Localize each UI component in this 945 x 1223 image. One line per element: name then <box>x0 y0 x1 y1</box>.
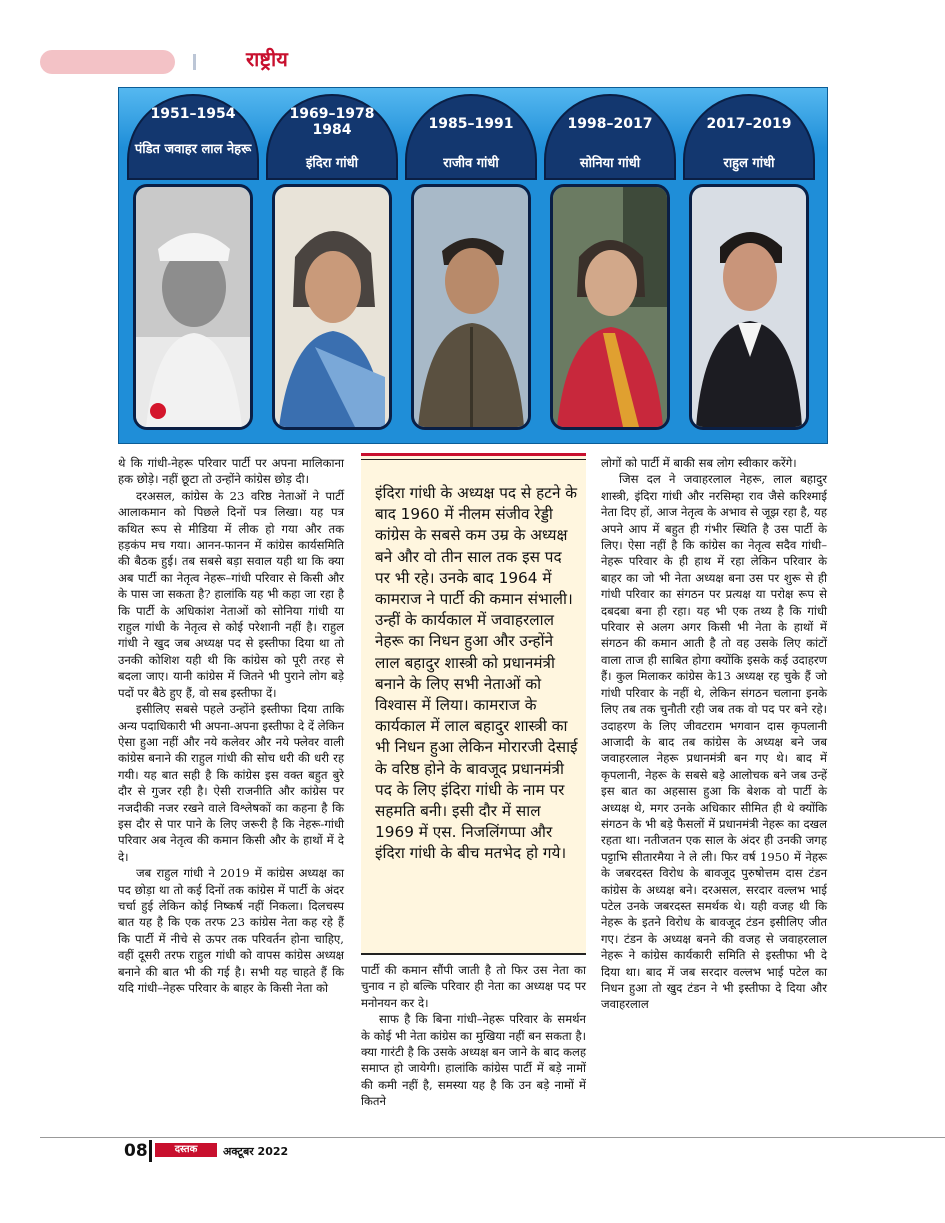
leaders-banner <box>118 87 828 444</box>
paragraph: जब राहुल गांधी ने 2019 में कांग्रेस अध्यक्ष का पद छोड़ा था तो कई दिनों तक कांग्रेस में पार्टी के अंदर चर्चा हुई लेकिन कोई निष्कर्ष नहीं निकला। दिलचस्प बात यह है कि एक तरफ 23 कांग्रेस नेता कह रहे हैं कि पार्टी में नीचे से ऊपर तक परिवर्तन होना चाहिए, वहीं दूसरी तरफ राहुल गांधी को वापस कांग्रेस अध्यक्ष बनाने की बात भी की गई है। सभी यह चाहते हैं कि यदि गांधी–नेहरू परिवार के बाहर के किसी नेता को <box>118 866 344 995</box>
paragraph: लोगों को पार्टी में बाकी सब लोग स्वीकार करेंगे। <box>601 456 797 470</box>
leader-card <box>127 94 259 434</box>
leader-photo <box>411 184 531 430</box>
leader-years: 1985–1991 <box>428 116 514 132</box>
leader-years: 1998–2017 <box>567 116 653 132</box>
leader-card <box>544 94 676 434</box>
leader-photo <box>550 184 670 430</box>
paragraph: दरअसल, कांग्रेस के 23 वरिष्ठ नेताओं ने पार्टी आलाकमान को पिछले दिनों पत्र लिखा। यह पत्र कथित रूप से मीडिया में लीक हो गया और तक हड़कंप मच गया। आनन-फानन में कांग्रेस कार्यसमिति की बैठक हुई। तब सबसे बड़ा सवाल यही था कि क्या अब पार्टी का नेतृत्व नेहरू–गांधी परिवार से किसी और के पास जा सकता है? हालांकि यह भी कहा जा रहा है कि पार्टी के अधिकांश नेताओं को सोनिया गांधी या राहुल गांधी के नेतृत्व से कोई परेशानी नहीं है। राहुल गांधी ने खुद जब अध्यक्ष पद से इस्तीफा दिया था तो उनकी कोशिश यही थी कि कांग्रेस को पूरी तरह से बदला जाए। यानी कांग्रेस में जितने भी पुराने लोग बड़े पदों पर बैठे हुए हैं, वो सब इस्तीफा दें। <box>118 488 344 700</box>
section-title: राष्ट्रीय <box>246 47 288 71</box>
article-column-left <box>118 455 344 996</box>
leader-name: सोनिया गांधी <box>579 156 641 171</box>
leader-card <box>683 94 815 434</box>
leader-photo <box>272 184 392 430</box>
leader-years: 1969–1978 1984 <box>289 106 375 138</box>
paragraph: इसीलिए सबसे पहले उन्होंने इस्तीफा दिया ताकि अन्य पदाधिकारी भी अपना-अपना इस्तीफा दे दें लेकिन ऐसा हुआ नहीं और नये कलेवर और नये फ्लेवर वाली कांग्रेस बनाने की राहुल गांधी की सोच धरी की धरी रह गयी। यह बात सही है कि कांग्रेस इस वक्त बहुत बुरे दौर से गुजर रही है। ऐसी राजनीति और कांग्रेस पर नजदीकी नजर रखने वाले विश्लेषकों का कहना है कि इस दौर से पार पाने के लिए जरूरी है कि नेहरू-गांधी परिवार अब नेतृत्व की कमान किसी और के हाथों में दे दे। <box>118 702 344 864</box>
section-tag-pill <box>40 50 175 74</box>
leader-photo <box>133 184 253 430</box>
leader-card <box>266 94 398 434</box>
page-number: 08 <box>124 1141 148 1161</box>
leader-years: 1951–1954 <box>150 106 236 122</box>
pull-quote: इंदिरा गांधी के अध्यक्ष पद से हटने के बाद 1960 में नीलम संजीव रेड्डी कांग्रेस के सबसे कम उम्र के अध्यक्ष बने और वो तीन साल तक इस पद पर भी रहे। उनके बाद 1964 में कामराज ने पार्टी की कमान संभाली। उन्हीं के कार्यकाल में जवाहरलाल नेहरू का निधन हुआ और उन्होंने लाल बहादुर शास्त्री को प्रधानमंत्री बनाने के लिए सभी नेताओं को विश्वास में लिया। कामराज के कार्यकाल में लाल बहादुर शास्त्री का भी निधन हुआ लेकिन मोरारजी देसाई के वरिष्ठ होने के बावजूद प्रधानमंत्री पद के लिए इंदिरा गांधी के नाम पर सहमति बनी। इसी दौर में साल 1969 में एस. निजलिंगप्पा और इंदिरा गांधी के बीच मतभेद हो गये। <box>375 484 578 863</box>
leader-name: राजीव गांधी <box>443 156 499 171</box>
leader-name: इंदिरा गांधी <box>306 156 358 171</box>
paragraph: थे कि गांधी-नेहरू परिवार पार्टी पर अपना मालिकाना हक छोड़े। नहीं छूटा तो उन्होंने कांग्रेस छोड़ दी। <box>118 456 344 487</box>
magazine-logo: दस्तक <box>155 1143 217 1157</box>
section-divider <box>193 54 196 70</box>
issue-date: अक्टूबर 2022 <box>223 1145 289 1158</box>
leader-photo <box>689 184 809 430</box>
paragraph: जिस दल ने जवाहरलाल नेहरू, लाल बहादुर शास्त्री, इंदिरा गांधी और नरसिम्हा राव जैसे करिश्माई नेता दिए हों, आज नेतृत्व के अभाव से जूझ रहा है, यह अपने आप में बहुत ही गंभीर स्थिति है उस पार्टी के लिए। ऐसा नहीं है कि कांग्रेस का नेतृत्व सदैव गांधी–नेहरू परिवार के ही हाथ में रहा लेकिन परिवार के बाहर का जो भी नेता अध्यक्ष बना उस पर शुरू से ही गांधी परिवार का संगठन पर प्रत्यक्ष या परोक्ष रूप से दबदबा बना ही रहा। यह भी एक तथ्य है कि गांधी परिवार से अलग अगर किसी भी नेता के हाथों में संगठन की कमान आती है तो वह उसके लिए कांटों वाला ताज ही साबित होगा क्योंकि इसके कई उदाहरण हैं। कुल मिलाकर कांग्रेस के13 अध्यक्ष रह चुके हैं जो गांधी परिवार के नहीं थे, लेकिन संगठन चलाना इनके लिए तब तक चुनौती रही जब तक वो पद पर बने रहे। उदाहरण के लिए जीवटराम भगवान दास कृपलानी आजादी के बाद तब कांग्रेस के अध्यक्ष बने जब जवाहरलाल नेहरू प्रधानमंत्री बन गए थे। बाद में कृपलानी, नेहरू के सबसे बड़े आलोचक बने जब उन्हें इस बात का अहसास हुआ कि बेशक वो पार्टी के अध्यक्ष थे, मगर उनके अधिकार सीमित ही थे क्योंकि संगठन के भी बड़े फैसलों में प्रधानमंत्री नेहरू का दखल रहता था। नतीजतन एक साल के अंदर ही उनकी जगह पट्टाभि सीतारमैया ने ले ली। फिर वर्ष 1950 में नेहरू के जबरदस्त विरोध के बावजूद पुरुषोत्तम दास टंडन कांग्रेस के अध्यक्ष बने। दरअसल, सरदार वल्लभ भाई पटेल उनके जबरदस्त समर्थक थे। यही वजह थी कि नेहरू के इतने विरोध के बावजूद टंडन इसीलिए जीत गए। टंडन के अध्यक्ष बनने की वजह से जवाहरलाल नेहरू ने कांग्रेस कार्यकारी समिति से इस्तीफा भी दे दिया था। बाद में जब सरदार वल्लभ भाई पटेल का निधन हुआ तो खुद टंडन ने भी इस्तीफा दे दिया और जवाहरलाल <box>601 472 827 1012</box>
leader-name: पंडित जवाहर लाल नेहरू <box>134 142 252 157</box>
leader-name: राहुल गांधी <box>723 156 775 171</box>
footer-divider <box>149 1140 152 1162</box>
footer-rule <box>40 1137 945 1138</box>
leader-card <box>405 94 537 434</box>
paragraph: साफ है कि बिना गांधी–नेहरू परिवार के समर्थन के कोई भी नेता कांग्रेस का मुखिया नहीं बन सकता है। क्या गारंटी है कि उसके अध्यक्ष बन जाने के बाद कलह समाप्त हो जायेगी। हालांकि कांग्रेस पार्टी में बड़े नामों की कमी नहीं है, समस्या यह है कि उन बड़े नामों में कितने <box>361 1012 586 1109</box>
article-column-middle <box>361 962 586 1110</box>
pull-quote-box <box>361 453 586 955</box>
article-column-right <box>601 455 827 1013</box>
leader-years: 2017–2019 <box>706 116 792 132</box>
paragraph: पार्टी की कमान सौंपी जाती है तो फिर उस नेता का चुनाव न हो बल्कि परिवार ही नेता का अध्यक्ष पद पर मनोनयन कर दे। <box>361 963 586 1010</box>
